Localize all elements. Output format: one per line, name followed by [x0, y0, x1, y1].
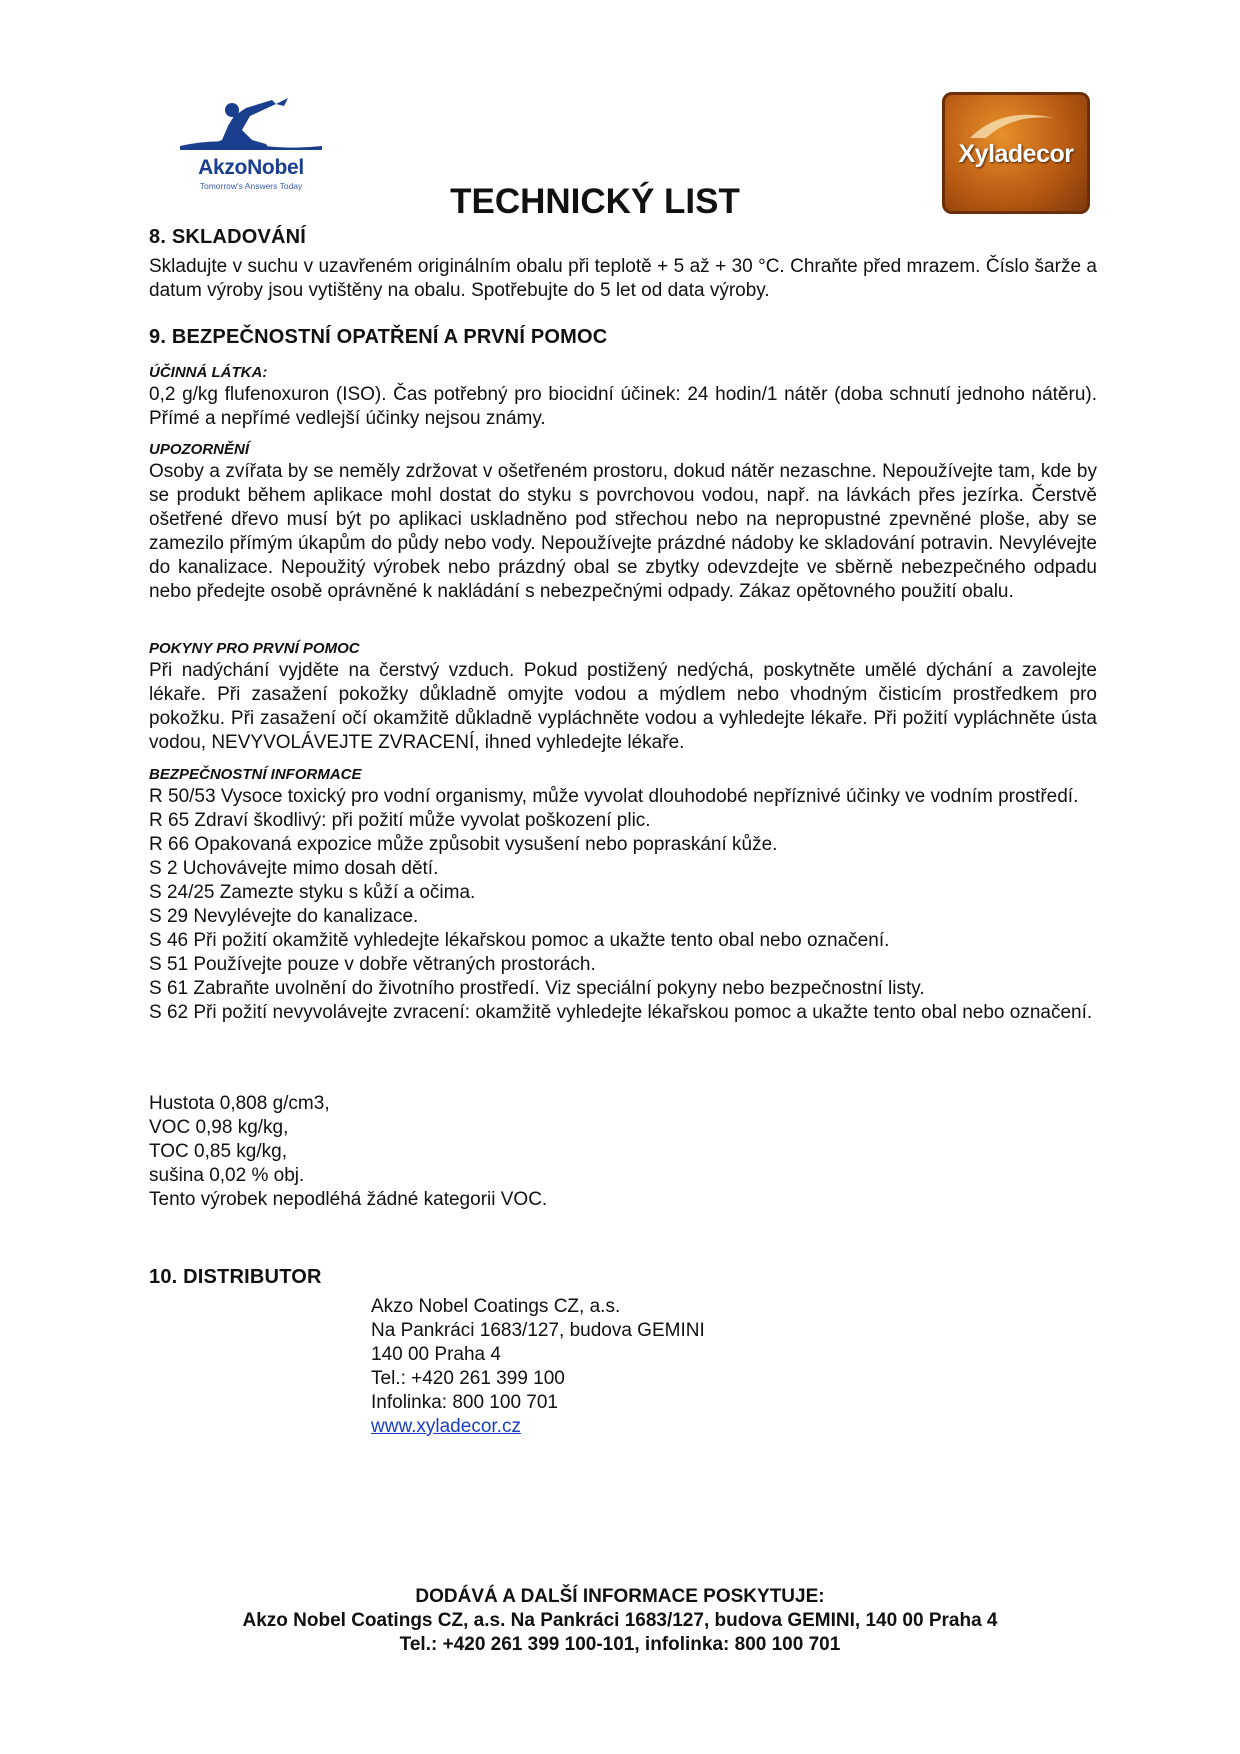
akzonobel-figure-icon [176, 96, 326, 158]
distributor-line: Na Pankráci 1683/127, budova GEMINI [371, 1320, 705, 1341]
safety-info-list [149, 785, 1097, 1025]
product-properties [149, 1092, 1097, 1212]
safety-line: R 65 Zdraví škodlivý: při požití může vyvolat poškození plic. [149, 810, 651, 831]
property-line: Tento výrobek nepodléhá žádné kategorii VOC. [149, 1189, 548, 1210]
akzonobel-logo [176, 96, 326, 196]
warning-label: UPOZORNĚNÍ [149, 441, 250, 458]
distributor-address [371, 1295, 971, 1439]
xyladecor-name: Xyladecor [958, 140, 1074, 168]
section-8-text: Skladujte v suchu v uzavřeném originálním obalu při teplotě + 5 až + 30 °C. Chraňte před mrazem. Číslo šarže a datum výroby jsou vytištěny na obalu. Spotřebujte do 5 let od data výroby. [149, 256, 1097, 301]
safety-line: R 50/53 Vysoce toxický pro vodní organismy, může vyvolat dlouhodobé nepříznivé účinky ve vodním prostředí. [149, 786, 1079, 807]
distributor-line: Tel.: +420 261 399 100 [371, 1368, 565, 1389]
distributor-line: 140 00 Praha 4 [371, 1344, 501, 1365]
distributor-line: Akzo Nobel Coatings CZ, a.s. [371, 1296, 621, 1317]
footer-line-2: Akzo Nobel Coatings CZ, a.s. Na Pankráci 1683/127, budova GEMINI, 140 00 Praha 4 [242, 1610, 998, 1631]
distributor-line: Infolinka: 800 100 701 [371, 1392, 558, 1413]
section-10-heading: 10. DISTRIBUTOR [149, 1266, 322, 1288]
section-8-heading: 8. SKLADOVÁNÍ [149, 226, 307, 248]
warning-text: Osoby a zvířata by se neměly zdržovat v ošetřeném prostoru, dokud nátěr nezaschne. Nepoužívejte tam, kde by se produkt během aplikace mohl dostat do styku s povrchovou vodou, např. na lávkách přes jezírka. Čerstvě ošetřené dřevo musí být po aplikaci uskladněno pod střechou nebo na nepropustné zpevněné ploše, aby se zamezilo přímým úkapům do půdy nebo vody. Nepoužívejte prázdné nádoby ke skladování potravin. Nevylévejte do kanalizace. Nepoužitý výrobek nebo prázdný obal se zbytky odevzdejte ve sběrně nebezpečného odpadu nebo předejte osobě oprávněné k nakládání s nebezpečnými odpady. Zákaz opětovného použití obalu. [149, 461, 1097, 602]
safety-line: S 46 Při požití okamžitě vyhledejte lékařskou pomoc a ukažte tento obal nebo označení. [149, 930, 890, 951]
property-line: VOC 0,98 kg/kg, [149, 1117, 289, 1138]
website-link[interactable]: www.xyladecor.cz [371, 1416, 521, 1437]
property-line: sušina 0,02 % obj. [149, 1165, 305, 1186]
safety-line: S 2 Uchovávejte mimo dosah dětí. [149, 858, 439, 879]
active-substance-text: 0,2 g/kg flufenoxuron (ISO). Čas potřebný pro biocidní účinek: 24 hodin/1 nátěr (doba schnutí jednoho nátěru). Přímé a nepřímé vedlejší účinky nejsou známy. [149, 384, 1097, 429]
footer-line-1: DODÁVÁ A DALŠÍ INFORMACE POSKYTUJE: [415, 1586, 825, 1607]
section-9-heading: 9. BEZPEČNOSTNÍ OPATŘENÍ A PRVNÍ POMOC [149, 326, 608, 348]
akzonobel-tagline: Tomorrow's Answers Today [199, 181, 303, 191]
footer-line-3: Tel.: +420 261 399 100-101, infolinka: 800 100 701 [399, 1634, 841, 1655]
safety-line: S 61 Zabraňte uvolnění do životního prostředí. Viz speciální pokyny nebo bezpečnostní listy. [149, 978, 925, 999]
first-aid-text: Při nadýchání vyjděte na čerstvý vzduch. Pokud postižený nedýchá, poskytněte umělé dýchání a zavolejte lékaře. Při zasažení pokožky důkladně omyjte vodou a mýdlem nebo vhodným čisticím prostředkem pro pokožku. Při zasažení očí okamžitě důkladně vypláchněte vodou a vyhledejte lékaře. Při požití vypláchněte ústa vodou, NEVYVOLÁVEJTE ZVRACENÍ, ihned vyhledejte lékaře. [149, 660, 1097, 753]
property-line: Hustota 0,808 g/cm3, [149, 1093, 330, 1114]
property-line: TOC 0,85 kg/kg, [149, 1141, 287, 1162]
safety-line: S 62 Při požití nevyvolávejte zvracení: okamžitě vyhledejte lékařskou pomoc a ukažte tento obal nebo označení. [149, 1002, 1093, 1023]
first-aid-label: POKYNY PRO PRVNÍ POMOC [149, 640, 360, 657]
safety-line: R 66 Opakovaná expozice může způsobit vysušení nebo popraskání kůže. [149, 834, 778, 855]
akzonobel-name: AkzoNobel [198, 156, 304, 179]
safety-line: S 51 Používejte pouze v dobře větraných prostorách. [149, 954, 596, 975]
active-substance-label: ÚČINNÁ LÁTKA: [149, 364, 268, 381]
safety-line: S 29 Nevylévejte do kanalizace. [149, 906, 419, 927]
page-title: TECHNICKÝ LIST [450, 182, 740, 221]
safety-info-label: BEZPEČNOSTNÍ INFORMACE [149, 766, 362, 783]
safety-line: S 24/25 Zamezte styku s kůží a očima. [149, 882, 476, 903]
